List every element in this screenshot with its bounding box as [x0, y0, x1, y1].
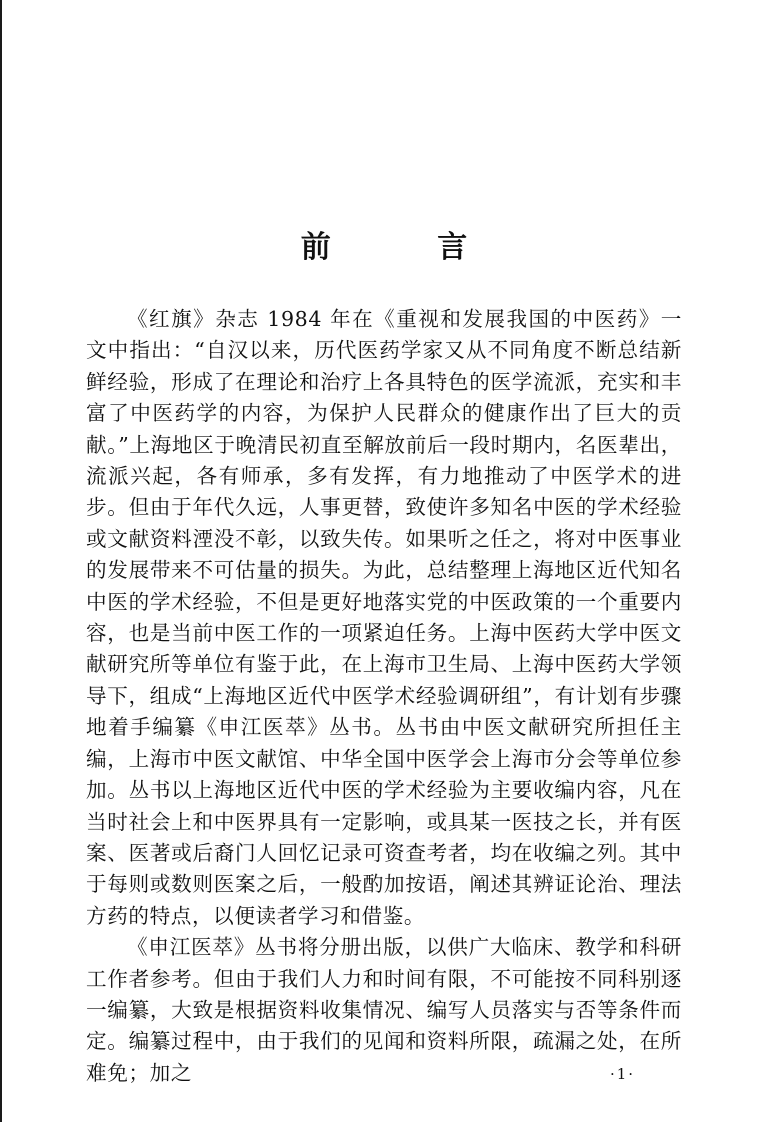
paragraph-2: 《申江医萃》丛书将分册出版，以供广大临床、教学和科研工作者参考。但由于我们人力和时间有限，不可能按不同科别逐一编纂，大致是根据资料收集情况、编写人员落实与否等条件而定。编纂过程中，由于我们的见闻和资料所限，疏漏之处，在所难免；加之	[86, 935, 682, 1085]
page-title: 前 言	[300, 230, 516, 266]
page-binding-edge	[0, 0, 2, 1122]
page-number: ·1·	[610, 1065, 636, 1083]
body-text	[86, 304, 682, 1089]
paragraph-1: 《红旗》杂志 1984 年在《重视和发展我国的中医药》一文中指出：“自汉以来，历代医药学家又从不同角度不断总结新鲜经验，形成了在理论和治疗上各具特色的医学流派，充实和丰富了中医药学的内容，为保护人民群众的健康作出了巨大的贡献。”上海地区于晚清民初直至解放前后一段时期内，名医辈出，流派兴起，各有师承，多有发挥，有力地推动了中医学术的进步。但由于年代久远，人事更替，致使许多知名中医的学术经验或文献资料湮没不彰，以致失传。如果听之任之，将对中医事业的发展带来不可估量的损失。为此，总结整理上海地区近代知名中医的学术经验，不但是更好地落实党的中医政策的一个重要内容，也是当前中医工作的一项紧迫任务。上海中医药大学中医文献研究所等单位有鉴于此，在上海市卫生局、上海中医药大学领导下，组成“上海地区近代中医学术经验调研组”，有计划有步骤地着手编纂《申江医萃》丛书。丛书由中医文献研究所担任主编，上海市中医文献馆、中华全国中医学会上海市分会等单位参加。丛书以上海地区近代中医的学术经验为主要收编内容，凡在当时社会上和中医界具有一定影响，或具某一医技之长，并有医案、医著或后裔门人回忆记录可资查考者，均在收编之列。其中于每则或数则医案之后，一般酌加按语，阐述其辨证论治、理法方药的特点，以便读者学习和借鉴。	[86, 307, 682, 928]
